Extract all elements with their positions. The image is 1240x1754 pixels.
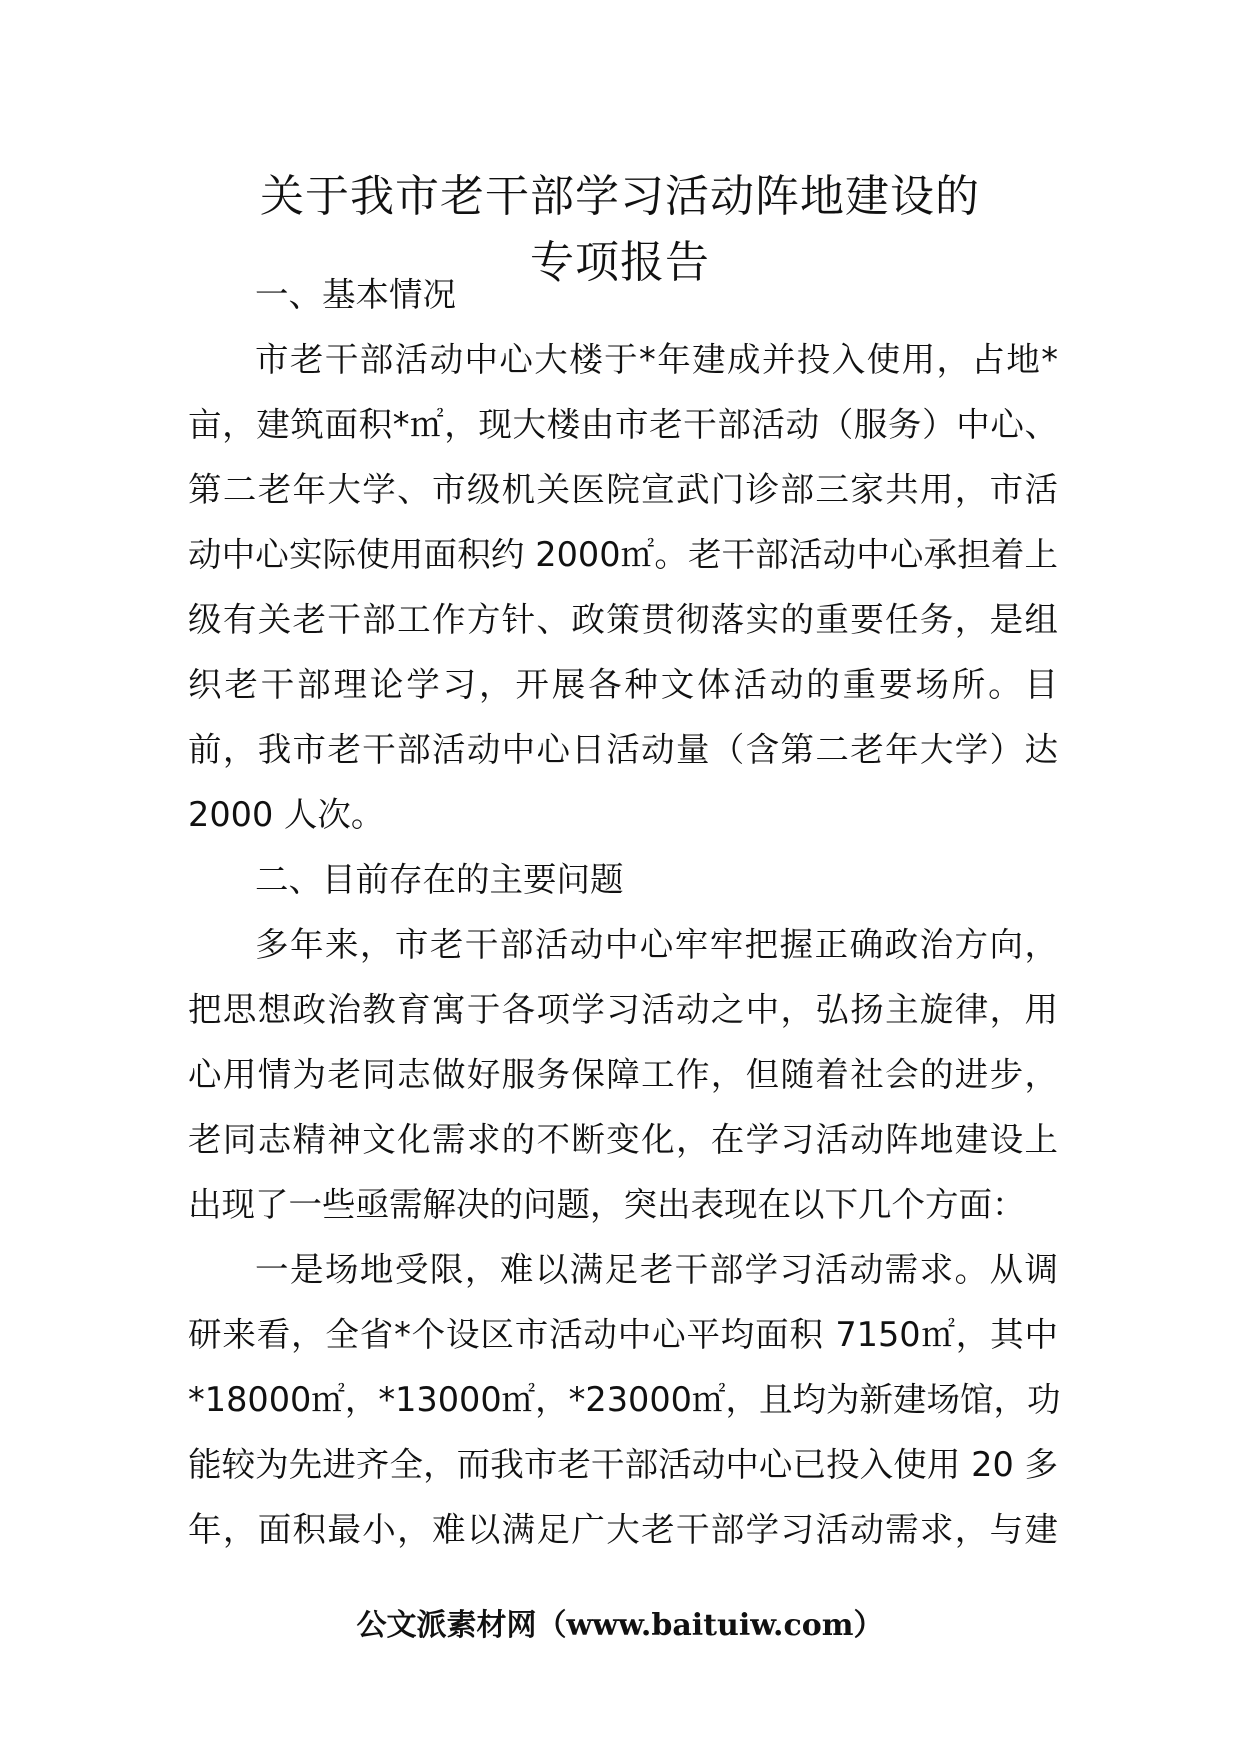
body-line: 老同志精神文化需求的不断变化，在学习活动阵地建设上 [188, 1120, 1058, 1159]
body-line: 一、基本情况 [255, 275, 456, 314]
body-line: 一是场地受限，难以满足老干部学习活动需求。从调 [255, 1250, 1058, 1289]
body-line: 动中心实际使用面积约 2000㎡。老干部活动中心承担着上 [188, 535, 1058, 574]
body-line: 二、目前存在的主要问题 [255, 860, 624, 899]
body-line: 出现了一些亟需解决的问题，突出表现在以下几个方面： [188, 1185, 1026, 1224]
body-line: 亩，建筑面积*㎡，现大楼由市老干部活动（服务）中心、 [188, 405, 1058, 444]
body-line: 第二老年大学、市级机关医院宣武门诊部三家共用，市活 [188, 470, 1058, 509]
body-line: 能较为先进齐全，而我市老干部活动中心已投入使用 20 多 [188, 1445, 1058, 1484]
body-line: 年，面积最小，难以满足广大老干部学习活动需求，与建 [188, 1510, 1058, 1549]
body-line: 级有关老干部工作方针、政策贯彻落实的重要任务，是组 [188, 600, 1058, 639]
document-title-line-1: 关于我市老干部学习活动阵地建设的 [260, 171, 980, 222]
body-line: 心用情为老同志做好服务保障工作，但随着社会的进步， [188, 1055, 1058, 1094]
body-line: 前，我市老干部活动中心日活动量（含第二老年大学）达 [188, 730, 1058, 769]
footer-watermark: 公文派素材网（www.baituiw.com） [356, 1608, 884, 1643]
body-line: *18000㎡，*13000㎡，*23000㎡，且均为新建场馆，功 [188, 1380, 1061, 1419]
body-line: 市老干部活动中心大楼于*年建成并投入使用，占地* [255, 340, 1058, 379]
document-title-line-2: 专项报告 [530, 237, 710, 288]
body-line: 研来看，全省*个设区市活动中心平均面积 7150㎡，其中 [188, 1315, 1058, 1354]
document-body [188, 262, 1061, 1562]
body-line: 把思想政治教育寓于各项学习活动之中，弘扬主旋律，用 [188, 990, 1058, 1029]
body-line: 多年来，市老干部活动中心牢牢把握正确政治方向， [255, 925, 1058, 964]
body-line: 织老干部理论学习，开展各种文体活动的重要场所。目 [188, 665, 1058, 704]
body-line: 2000 人次。 [188, 795, 385, 834]
